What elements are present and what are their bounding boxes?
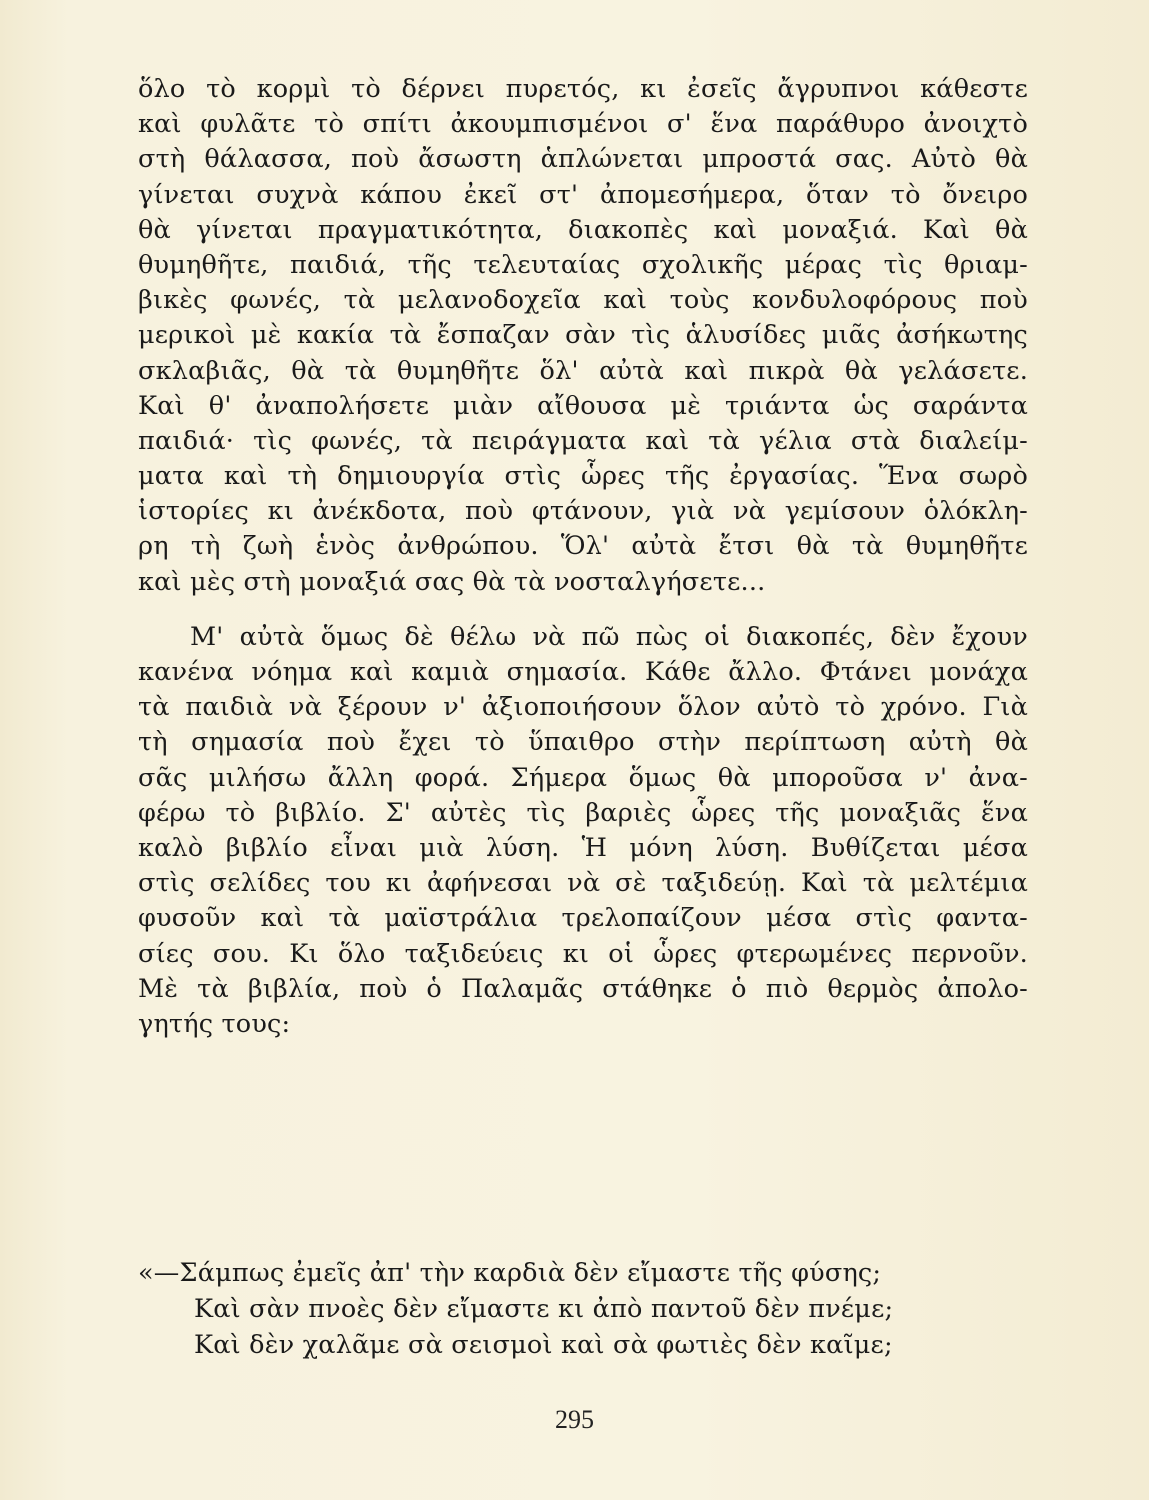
page-number: 295	[555, 1405, 594, 1434]
text-line: Μὲ τὰ βιβλία, ποὺ ὁ Παλαμᾶς στάθηκε ὁ πιὸ θερμὸς ἀπολο-	[138, 973, 1028, 1004]
text-line-last: καὶ μὲς στὴ μοναξιά σας θὰ τὰ νοσταλγήσετε...	[138, 566, 766, 597]
text-line: βικὲς φωνές, τὰ μελανοδοχεῖα καὶ τοὺς κονδυλοφόρους ποὺ	[138, 285, 1028, 316]
text-line: φέρω τὸ βιβλίο. Σ' αὐτὲς τὶς βαριὲς ὧρες τῆς μοναξιᾶς ἕνα	[138, 797, 1028, 828]
text-line: παιδιά· τὶς φωνές, τὰ πειράγματα καὶ τὰ γέλια στὰ διαλείμ-	[138, 425, 1028, 456]
text-line: φυσοῦν καὶ τὰ μαϊστράλια τρελοπαίζουν μέσα στὶς φαντα-	[138, 903, 1028, 934]
verse-line: Καὶ δὲν χαλᾶμε σὰ σεισμοὶ καὶ σὰ φωτιὲς δὲν καῖμε;	[194, 1330, 893, 1360]
text-line: σίες σου. Κι ὅλο ταξιδεύεις κι οἱ ὧρες φτερωμένες περνοῦν.	[138, 938, 1028, 969]
text-line: ρη τὴ ζωὴ ἑνὸς ἀνθρώπου. Ὅλ' αὐτὰ ἔτσι θὰ τὰ θυμηθῆτε	[138, 531, 1028, 562]
text-line: στὶς σελίδες του κι ἀφήνεσαι νὰ σὲ ταξιδεύῃ. Καὶ τὰ μελτέμια	[138, 868, 1028, 899]
text-line-last: γητής τους:	[138, 1008, 291, 1039]
text-line-indented: Μ' αὐτὰ ὅμως δὲ θέλω νὰ πῶ πὼς οἱ διακοπές, δὲν ἔχουν	[190, 621, 1028, 652]
text-line: τὴ σημασία ποὺ ἔχει τὸ ὕπαιθρο στὴν περίπτωση αὐτὴ θὰ	[138, 727, 1028, 758]
text-line: μερικοὶ μὲ κακία τὰ ἔσπαζαν σὰν τὶς ἁλυσίδες μιᾶς ἀσήκωτης	[138, 320, 1028, 351]
text-line: κανένα νόημα καὶ καμιὰ σημασία. Κάθε ἄλλο. Φτάνει μονάχα	[138, 657, 1028, 687]
paragraph-2	[138, 620, 1028, 1042]
text-line: ἱστορίες κι ἀνέκδοτα, ποὺ φτάνουν, γιὰ νὰ γεμίσουν ὁλόκλη-	[138, 496, 1028, 527]
verse-line: Καὶ σὰν πνοὲς δὲν εἴμαστε κι ἀπὸ παντοῦ δὲν πνέμε;	[194, 1294, 894, 1324]
verse-line: «—Σάμπως ἐμεῖς ἀπ' τὴν καρδιὰ δὲν εἴμαστε τῆς φύσης;	[138, 1258, 882, 1288]
text-line: ματα καὶ τὴ δημιουργία στὶς ὧρες τῆς ἐργασίας. Ἕνα σωρὸ	[138, 461, 1028, 492]
text-line: καλὸ βιβλίο εἶναι μιὰ λύση. Ἡ μόνη λύση. Βυθίζεται μέσα	[138, 832, 1028, 863]
verse-quote	[138, 1255, 1028, 1363]
body-text	[138, 72, 1028, 1042]
text-line: σκλαβιᾶς, θὰ τὰ θυμηθῆτε ὅλ' αὐτὰ καὶ πικρὰ θὰ γελάσετε.	[138, 355, 1028, 386]
paragraph-gap	[138, 600, 1028, 620]
text-line: σᾶς μιλήσω ἄλλη φορά. Σήμερα ὅμως θὰ μποροῦσα ν' ἀνα-	[138, 762, 1028, 793]
text-line: θυμηθῆτε, παιδιά, τῆς τελευταίας σχολικῆς μέρας τὶς θριαμ-	[138, 249, 1028, 280]
text-line: θὰ γίνεται πραγματικότητα, διακοπὲς καὶ μοναξιά. Καὶ θὰ	[138, 214, 1028, 245]
text-line: Καὶ θ' ἀναπολήσετε μιὰν αἴθουσα μὲ τριάντα ὡς σαράντα	[138, 390, 1028, 421]
paragraph-1	[138, 72, 1028, 600]
text-line: ὅλο τὸ κορμὶ τὸ δέρνει πυρετός, κι ἐσεῖς ἄγρυπνοι κάθεστε	[138, 74, 1028, 104]
text-line: καὶ φυλᾶτε τὸ σπίτι ἀκουμπισμένοι σ' ἕνα παράθυρο ἀνοιχτὸ	[138, 109, 1028, 140]
text-line: τὰ παιδιὰ νὰ ξέρουν ν' ἀξιοποιήσουν ὅλον αὐτὸ τὸ χρόνο. Γιὰ	[138, 692, 1028, 723]
text-line: στὴ θάλασσα, ποὺ ἄσωστη ἁπλώνεται μπροστά σας. Αὐτὸ θὰ	[138, 144, 1028, 175]
text-line: γίνεται συχνὰ κάπου ἐκεῖ στ' ἀπομεσήμερα, ὅταν τὸ ὄνειρο	[138, 179, 1028, 210]
